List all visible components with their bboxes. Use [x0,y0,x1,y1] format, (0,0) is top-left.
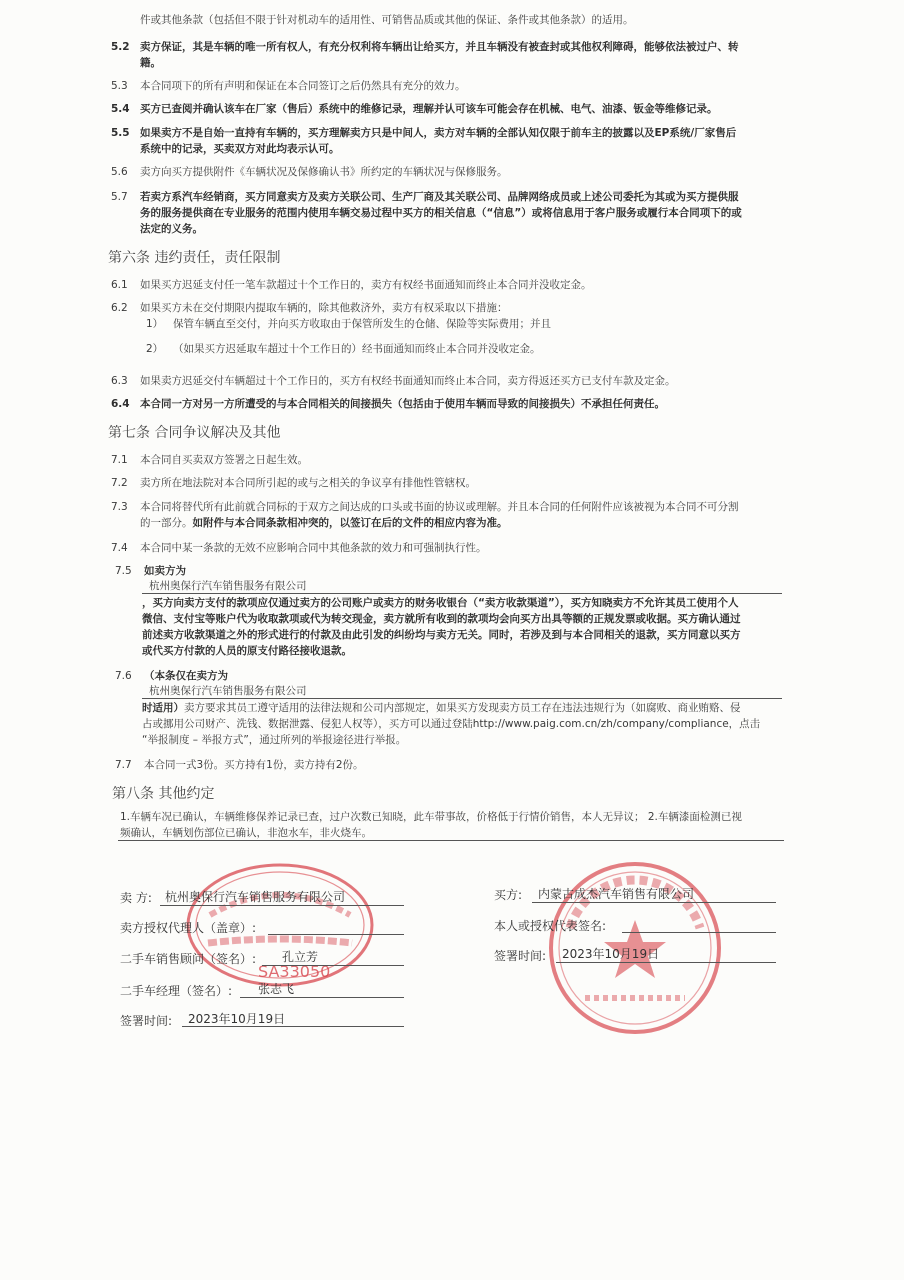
seller-agent-line[interactable] [268,934,404,935]
buyer-name-line [532,902,776,903]
clause-number: 5.7 [111,191,128,203]
clause-number: 5.3 [111,80,128,92]
clause-text: 占或挪用公司财产、洗钱、数据泄露、侵犯人权等），买方可以通过登陆http://www.paig.com.cn/zh/company/compliance，点击 [142,718,761,730]
clause-text: 本合同一式3份。买方持有1份，卖方持有2份。 [144,759,364,771]
advisor-label: 二手车销售顾问（签名）: [120,952,257,966]
clause-number: 7.4 [111,542,128,554]
continuation-line: 件或其他条款（包括但不限于针对机动车的适用性、可销售品质或其他的保证、条件或其他条款）的适用。 [140,14,634,26]
clause-number: 6.4 [111,398,130,410]
clause-text: 买方已查阅并确认该车在厂家（售后）系统中的维修记录，理解并认可该车可能会存在机械、电气、油漆、钣金等维修记录。 [140,103,718,115]
buyer-rep-line[interactable] [622,932,776,933]
clause-text: 如果买方迟延支付任一笔车款超过十个工作日的，卖方有权经书面通知而终止本合同并没收定金。 [140,279,592,291]
clause-number: 7.6 [115,670,132,682]
clause-number: 7.2 [111,477,128,489]
clause-text-plain: 卖方要求其员工遵守适用的法律法规和公司内部规定，如果买方发现卖方员工存在违法违规行为（如腐败、商业贿赂、侵 [184,702,741,714]
manager-line[interactable] [240,997,404,998]
clause-text: 微信、支付宝等账户代为收取款项或代为转交现金，卖方就所有收到的款项均会向买方出具等额的正规发票或收据。买方确认通过 [142,613,741,625]
clause-text: 系统中的记录，买卖双方对此均表示认可。 [140,143,340,155]
advisor-line[interactable] [262,965,404,966]
clause-number: 5.2 [111,41,130,53]
article-7-heading: 第七条 合同争议解决及其他 [108,425,281,441]
clause-text: 本合同一方对另一方所遭受的与本合同相关的间接损失（包括由于使用车辆而导致的间接损失）不承担任何责任。 [140,398,665,410]
clause-text-bold: 如附件与本合同条款相冲突的，以签订在后的文件的相应内容为准。 [192,517,508,529]
clause-number: 7.1 [111,454,128,466]
sub-item-text: 保管车辆直至交付，并向买方收取由于保管所发生的仓储、保险等实际费用；并且 [173,318,551,330]
clause-text: 卖方所在地法院对本合同所引起的或与之相关的争议享有排他性管辖权。 [140,477,476,489]
seller-company-fill: 杭州奥保行汽车销售服务有限公司 [149,685,307,697]
seller-company-fill: 杭州奥保行汽车销售服务有限公司 [149,580,307,592]
clause-title: 如卖方为 [144,565,186,577]
other-agreement-underline [118,840,784,841]
clause-title: （本条仅在卖方为 [144,670,228,682]
clause-text: 前述卖方收款渠道之外的形式进行的付款及由此引发的纠纷均与卖方无关。同时，若涉及到与本合同相关的退款，买方同意以买方 [142,629,741,641]
manager-label: 二手车经理（签名）: [120,984,233,998]
clause-text-bold: 时适用） [142,702,184,714]
seller-date: 2023年10月19日 [188,1012,286,1026]
clause-text: 如果卖方不是自始一直持有车辆的，买方理解卖方只是中间人，卖方对车辆的全部认知仅限于前车主的披露以及EP系统/厂家售后 [140,127,737,139]
seller-date-line [182,1026,404,1027]
clause-number: 5.4 [111,103,130,115]
clause-number: 6.2 [111,302,128,314]
clause-text: 法定的义务。 [140,223,203,235]
clause-text: “举报制度 – 举报方式”，通过所列的举报途径进行举报。 [142,734,407,746]
clause-text: 或代买方付款的人员的原支付路径接收退款。 [142,645,352,657]
seller-name-line [160,905,404,906]
sub-item-text: （如果买方迟延取车超过十个工作日的）经书面通知而终止本合同并没收定金。 [173,343,541,355]
clause-text: 如果卖方迟延交付车辆超过十个工作日的，买方有权经书面通知而终止本合同，卖方得返还买方已支付车款及定金。 [140,375,676,387]
clause-text: 如果买方未在交付期限内提取车辆的，除其他救济外，卖方有权采取以下措施： [140,302,508,314]
clause-text: 务的服务提供商在专业服务的范围内使用车辆交易过程中买方的相关信息（“信息”）或将信息用于客户服务或履行本合同项下的或 [140,207,742,219]
manager-name: 张志飞 [258,982,295,996]
clause-text: 本合同中某一条款的无效不应影响合同中其他条款的效力和可强制执行性。 [140,542,487,554]
clause-text: 卖方向买方提供附件《车辆状况及保修确认书》所约定的车辆状况与保修服务。 [140,166,508,178]
other-agreement-text: 频确认，车辆划伤部位已确认，非泡水车，非火烧车。 [120,827,372,839]
clause-text: 籍。 [140,57,161,69]
clause-number: 5.6 [111,166,128,178]
fill-underline [142,593,782,594]
buyer-date: 2023年10月19日 [562,947,660,961]
clause-text: 本合同项下的所有声明和保证在本合同签订之后仍然具有充分的效力。 [140,80,466,92]
sub-item-number: 2） [146,343,164,355]
clause-text: 若卖方系汽车经销商，买方同意卖方及卖方关联公司、生产厂商及其关联公司、品牌网络成员或上述公司委托为其或为买方提供服 [140,191,739,203]
clause-text: 卖方保证，其是车辆的唯一所有权人，有充分权利将车辆出让给买方，并且车辆没有被查封或其他权利障碍，能够依法被过户、转 [140,41,739,53]
clause-number: 7.5 [115,565,132,577]
clause-text [140,515,508,531]
sub-item-number: 1） [146,318,164,330]
buyer-label: 买方: [494,888,523,902]
seller-name: 杭州奥保行汽车销售服务有限公司 [165,890,346,904]
other-agreement-text: 1.车辆车况已确认，车辆维修保养记录已查，过户次数已知晓，此车带事故，价格低于行情价销售，本人无异议； 2.车辆漆面检测已视 [120,811,742,823]
clause-text: ，买方向卖方支付的款项应仅通过卖方的公司账户或卖方的财务收银台（“卖方收款渠道”），买方知晓卖方不允许其员工使用个人 [142,597,739,609]
clause-text: 本合同将替代所有此前就合同标的于双方之间达成的口头或书面的协议或理解。并且本合同的任何附件应该被视为本合同不可分割 [140,501,739,513]
clause-number: 7.3 [111,501,128,513]
clause-text-plain: 的一部分。 [140,517,193,529]
seller-date-label: 签署时间: [120,1014,173,1028]
clause-text: 本合同自买卖双方签署之日起生效。 [140,454,308,466]
clause-text [142,700,741,716]
fill-underline [142,698,782,699]
advisor-name: 孔立芳 [282,950,319,964]
buyer-name: 内蒙古成杰汽车销售有限公司 [538,887,695,901]
article-8-heading: 第八条 其他约定 [112,786,215,802]
article-6-heading: 第六条 违约责任，责任限制 [108,250,281,266]
seller-agent-label: 卖方授权代理人（盖章）: [120,921,257,935]
buyer-date-label: 签署时间: [494,949,547,963]
buyer-date-line [556,962,776,963]
clause-number: 5.5 [111,127,130,139]
stamp-code: SA33050 [258,962,331,981]
seller-label: 卖 方: [120,891,152,905]
clause-number: 7.7 [115,759,132,771]
clause-number: 6.3 [111,375,128,387]
clause-number: 6.1 [111,279,128,291]
buyer-rep-label: 本人或授权代表签名: [494,919,607,933]
